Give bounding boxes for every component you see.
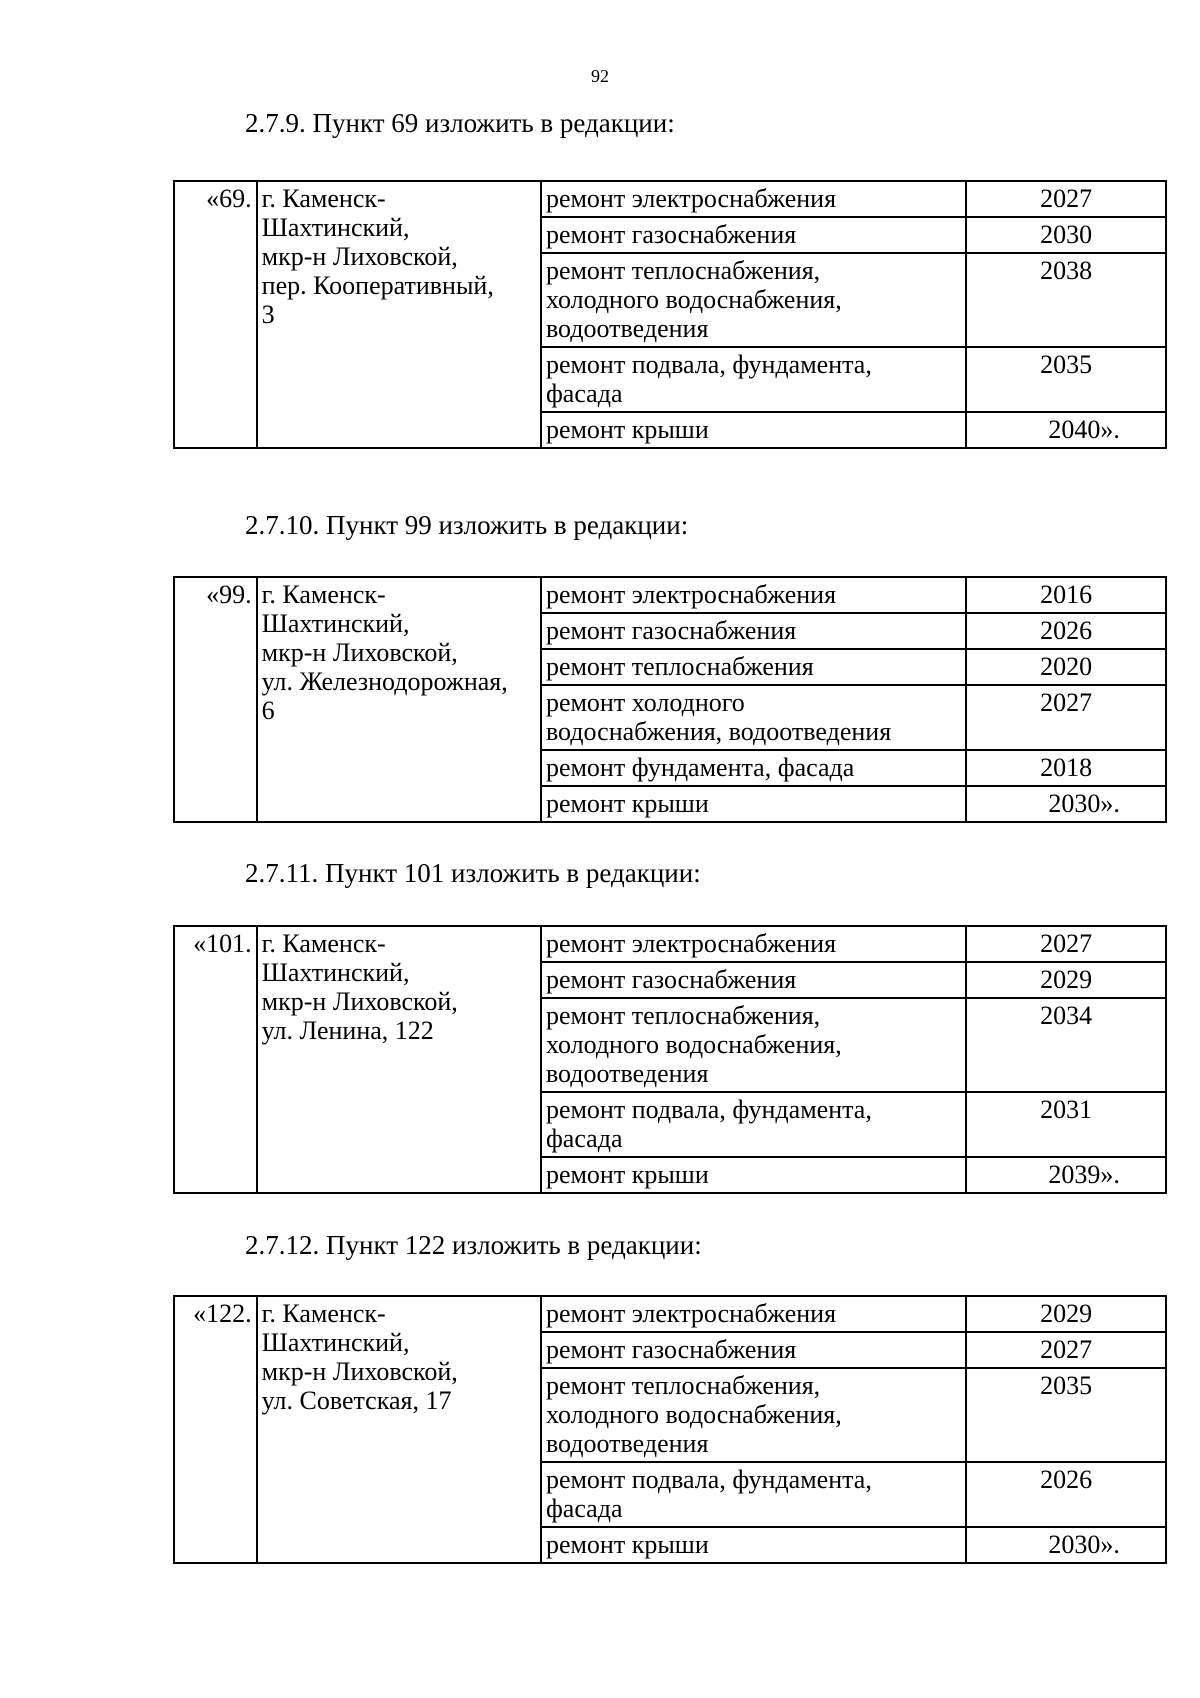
address-line: Шахтинский, [261,1328,410,1357]
work-type-cell [541,750,966,786]
work-type-line: ремонт крыши [545,789,709,818]
address-cell [257,577,541,822]
work-type-cell [541,1332,966,1368]
year-cell: 2030». [966,786,1166,822]
address-line: г. Каменск- [261,580,386,609]
work-type-line: фасада [545,379,623,408]
year-cell: 2031 [966,1092,1166,1157]
work-type-line: ремонт подвала, фундамента, [545,1465,872,1494]
year-cell: 2039». [966,1157,1166,1193]
work-type-line: водоотведения [545,1429,709,1458]
address-line: мкр-н Лиховской, [261,1357,458,1386]
work-type-cell [541,1092,966,1157]
work-type-cell [541,613,966,649]
work-type-cell [541,1296,966,1332]
work-type-cell [541,1157,966,1193]
address-line: 6 [261,696,275,725]
item-number: «99. [174,577,257,822]
work-type-line: ремонт электроснабжения [545,929,837,958]
address-line: 3 [261,300,275,329]
table-row [174,1296,1166,1332]
work-type-line: холодного водоснабжения, [545,1400,842,1429]
table-row [174,181,1166,217]
address-line: Шахтинский, [261,213,410,242]
work-type-line: ремонт теплоснабжения [545,652,814,681]
section-heading: 2.7.9. Пункт 69 изложить в редакции: [245,108,675,138]
year-cell: 2030». [966,1527,1166,1563]
address-line: ул. Железнодорожная, [261,667,508,696]
work-type-line: водоотведения [545,314,709,343]
work-type-line: фасада [545,1124,623,1153]
item-number: «122. [174,1296,257,1563]
work-type-cell [541,181,966,217]
work-type-line: холодного водоснабжения, [545,1030,842,1059]
repair-table [173,180,1167,449]
work-type-line: холодного водоснабжения, [545,285,842,314]
work-type-line: ремонт крыши [545,1160,709,1189]
year-cell: 2027 [966,181,1166,217]
work-type-line: ремонт крыши [545,415,709,444]
address-cell [257,181,541,448]
item-number: «101. [174,926,257,1193]
year-cell: 2020 [966,649,1166,685]
work-type-line: ремонт электроснабжения [545,184,837,213]
year-cell: 2027 [966,685,1166,750]
work-type-line: ремонт теплоснабжения, [545,256,821,285]
year-cell: 2035 [966,1368,1166,1462]
work-type-line: ремонт подвала, фундамента, [545,350,872,379]
work-type-line: ремонт подвала, фундамента, [545,1095,872,1124]
address-line: г. Каменск- [261,1299,386,1328]
address-line: ул. Советская, 17 [261,1386,452,1415]
year-cell: 2026 [966,613,1166,649]
work-type-line: водоотведения [545,1059,709,1088]
work-type-cell [541,217,966,253]
address-line: мкр-н Лиховской, [261,638,458,667]
year-cell: 2016 [966,577,1166,613]
work-type-line: ремонт теплоснабжения, [545,1001,821,1030]
table-row [174,577,1166,613]
address-line: г. Каменск- [261,184,386,213]
work-type-cell [541,685,966,750]
work-type-line: водоснабжения, водоотведения [545,717,892,746]
year-cell: 2029 [966,962,1166,998]
section-heading: 2.7.12. Пункт 122 изложить в редакции: [245,1230,702,1260]
year-cell: 2027 [966,1332,1166,1368]
work-type-line: ремонт теплоснабжения, [545,1371,821,1400]
address-line: Шахтинский, [261,609,410,638]
work-type-line: ремонт газоснабжения [545,220,797,249]
work-type-cell [541,253,966,347]
year-cell: 2027 [966,926,1166,962]
year-cell: 2029 [966,1296,1166,1332]
work-type-cell [541,412,966,448]
work-type-cell [541,1462,966,1527]
section-heading: 2.7.10. Пункт 99 изложить в редакции: [245,510,689,540]
address-line: мкр-н Лиховской, [261,242,458,271]
work-type-cell [541,1527,966,1563]
work-type-line: ремонт газоснабжения [545,616,797,645]
work-type-line: фасада [545,1494,623,1523]
address-line: ул. Ленина, 122 [261,1016,434,1045]
work-type-cell [541,926,966,962]
year-cell: 2030 [966,217,1166,253]
year-cell: 2034 [966,998,1166,1092]
year-cell: 2038 [966,253,1166,347]
work-type-cell [541,786,966,822]
year-cell: 2018 [966,750,1166,786]
work-type-line: ремонт электроснабжения [545,1299,837,1328]
work-type-line: ремонт газоснабжения [545,1335,797,1364]
work-type-line: ремонт холодного [545,688,745,717]
work-type-line: ремонт фундамента, фасада [545,753,855,782]
work-type-cell [541,347,966,412]
table-row [174,926,1166,962]
address-cell [257,926,541,1193]
repair-table [173,1295,1167,1564]
repair-table [173,925,1167,1194]
work-type-line: ремонт газоснабжения [545,965,797,994]
work-type-cell [541,1368,966,1462]
repair-table [173,576,1167,823]
work-type-cell [541,998,966,1092]
work-type-cell [541,649,966,685]
address-cell [257,1296,541,1563]
address-line: мкр-н Лиховской, [261,987,458,1016]
work-type-cell [541,962,966,998]
address-line: г. Каменск- [261,929,386,958]
item-number: «69. [174,181,257,448]
year-cell: 2035 [966,347,1166,412]
work-type-line: ремонт крыши [545,1530,709,1559]
address-line: пер. Кооперативный, [261,271,494,300]
work-type-cell [541,577,966,613]
address-line: Шахтинский, [261,958,410,987]
page-number: 92 [591,66,609,86]
section-heading: 2.7.11. Пункт 101 изложить в редакции: [245,858,701,888]
work-type-line: ремонт электроснабжения [545,580,837,609]
year-cell: 2040». [966,412,1166,448]
year-cell: 2026 [966,1462,1166,1527]
